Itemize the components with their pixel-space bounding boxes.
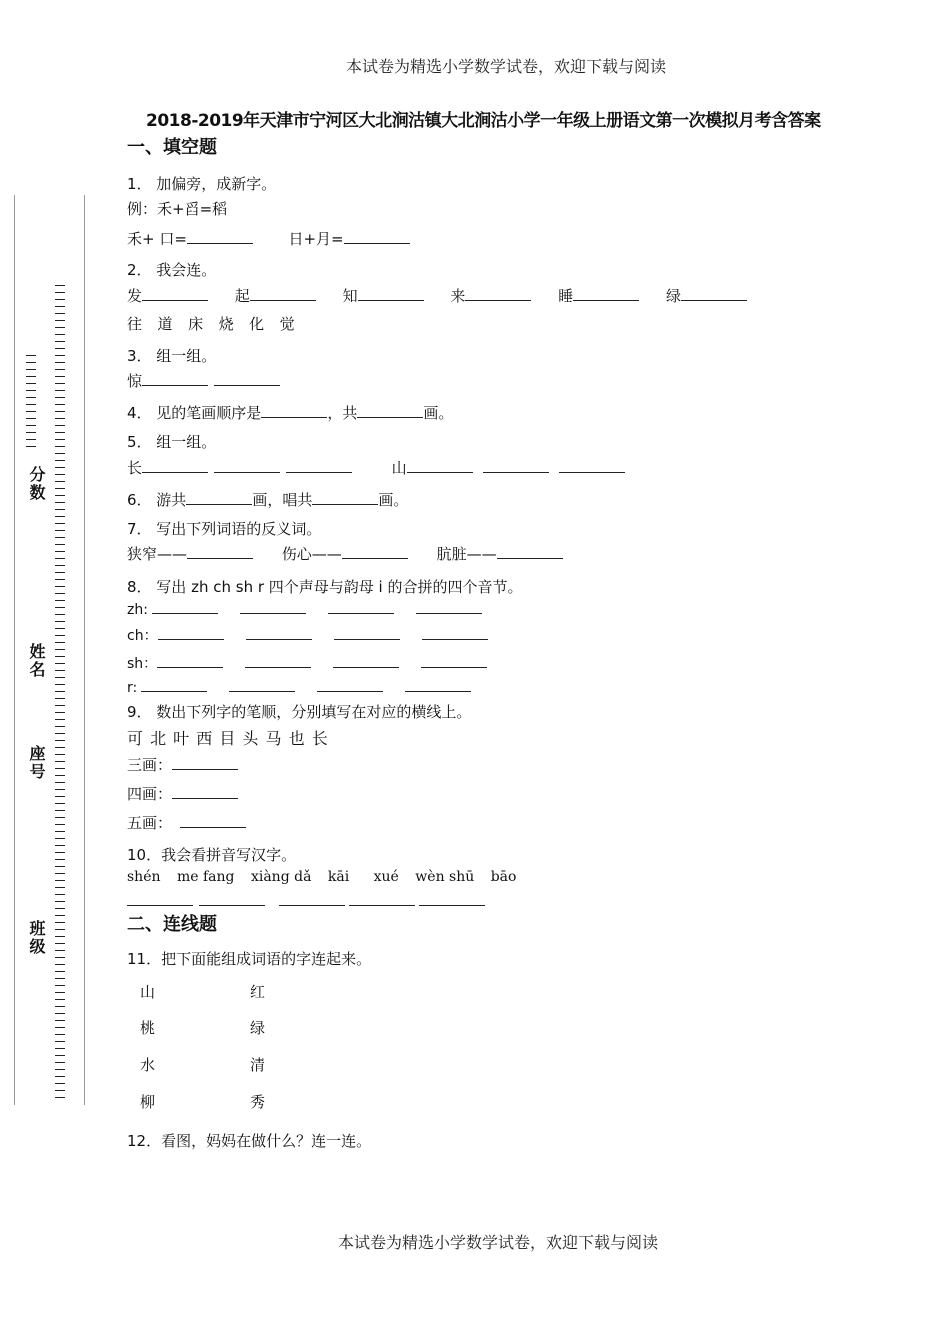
binding-dash: [55, 1020, 65, 1021]
answer-blank[interactable]: [142, 371, 208, 386]
binding-dash: [55, 803, 65, 804]
question-7-answers: [127, 543, 563, 564]
question-5-answers: [127, 457, 625, 478]
question-9-three-strokes: [127, 754, 238, 775]
q7-text-b: 伤心——: [281, 545, 342, 563]
question-1-answers: [127, 228, 410, 249]
answer-blank[interactable]: [559, 458, 625, 473]
binding-dash: [55, 537, 65, 538]
q9-label: 三画：: [127, 756, 173, 774]
binding-dash: [55, 845, 65, 846]
q5-char-b: 山: [391, 459, 407, 477]
binding-dash: [55, 292, 65, 293]
binding-dash: [55, 761, 65, 762]
answer-blank[interactable]: [172, 784, 238, 799]
binding-dash: [55, 964, 65, 965]
binding-dash: [55, 642, 65, 643]
binding-dash: [55, 418, 65, 419]
question-8-prompt: 8． 写出 zh ch sh r 四个声母与韵母 i 的合拼的四个音节。: [127, 578, 523, 596]
binding-dash: [55, 299, 65, 300]
class-label: 班级: [27, 920, 46, 956]
binding-dash: [55, 586, 65, 587]
binding-dash: [55, 908, 65, 909]
binding-dash: [55, 327, 65, 328]
answer-blank[interactable]: [317, 677, 383, 692]
binding-dash: [55, 824, 65, 825]
q2-char: 绿: [665, 287, 681, 305]
dash-column-left: [26, 355, 38, 453]
binding-dash: [55, 593, 65, 594]
question-2-chars: [127, 285, 747, 306]
answer-blank[interactable]: [573, 286, 639, 301]
q6-text-a: 6． 游共: [127, 491, 187, 509]
binding-dash: [55, 978, 65, 979]
question-8-row-ch: [127, 625, 488, 645]
pinyin: me fang: [176, 869, 235, 885]
binding-dash: [55, 502, 65, 503]
q11-right-char[interactable]: 绿: [250, 1019, 266, 1037]
q7-text-a: 狭窄——: [127, 545, 188, 563]
q1-part-a: 禾+ 口=: [127, 230, 187, 248]
answer-blank[interactable]: [127, 891, 193, 906]
binding-dash: [55, 579, 65, 580]
answer-blank[interactable]: [186, 490, 252, 505]
binding-dash: [55, 432, 65, 433]
binding-dash: [55, 649, 65, 650]
binding-dash: [55, 635, 65, 636]
q8-row-label: sh：: [127, 656, 158, 672]
question-9-prompt: 9． 数出下列字的笔顺，分别填写在对应的横线上。: [127, 703, 472, 721]
binding-dash: [55, 768, 65, 769]
q2-char: 知: [342, 287, 358, 305]
binding-dash: [55, 873, 65, 874]
binding-dash: [55, 1034, 65, 1035]
q9-label: 四画：: [127, 785, 173, 803]
binding-dash: [55, 1076, 65, 1077]
answer-blank[interactable]: [279, 891, 345, 906]
binding-rule-outer: [14, 195, 15, 1105]
binding-dash: [55, 306, 65, 307]
answer-blank[interactable]: [342, 544, 408, 559]
binding-dash: [55, 495, 65, 496]
q11-right-char[interactable]: 清: [250, 1056, 266, 1074]
binding-dash: [55, 1006, 65, 1007]
binding-dash: [55, 355, 65, 356]
binding-dash: [55, 411, 65, 412]
answer-blank[interactable]: [261, 403, 327, 418]
q11-left-char[interactable]: 山: [140, 983, 156, 1001]
binding-dash: [55, 1048, 65, 1049]
binding-dash: [55, 460, 65, 461]
binding-dash: [55, 691, 65, 692]
answer-blank[interactable]: [681, 286, 747, 301]
answer-blank[interactable]: [465, 286, 531, 301]
binding-dash: [55, 971, 65, 972]
binding-dash: [55, 831, 65, 832]
q1-part-b: 日+月=: [288, 230, 344, 248]
binding-dash: [55, 334, 65, 335]
binding-dash: [26, 397, 36, 398]
binding-dash: [55, 852, 65, 853]
page-footer: 本试卷为精选小学数学试卷，欢迎下载与阅读: [338, 1233, 659, 1252]
answer-blank[interactable]: [312, 490, 378, 505]
page-title: 2018-2019年天津市宁河区大北涧沽镇大北涧沽小学一年级上册语文第一次模拟月考含答案: [146, 111, 821, 131]
q7-text-c: 肮脏——: [436, 545, 497, 563]
binding-dash: [55, 1041, 65, 1042]
binding-dash: [55, 789, 65, 790]
binding-dash: [55, 516, 65, 517]
q4-text-a: 4． 见的笔画顺序是: [127, 404, 262, 422]
binding-dash: [55, 383, 65, 384]
q11-left-char[interactable]: 水: [140, 1056, 156, 1074]
binding-dash: [55, 887, 65, 888]
answer-blank[interactable]: [246, 625, 312, 640]
binding-dash: [55, 488, 65, 489]
q2-char: 睡: [558, 287, 574, 305]
answer-blank[interactable]: [497, 544, 563, 559]
question-3-answers: [127, 370, 280, 391]
question-9-five-strokes: [127, 812, 246, 833]
binding-dash: [55, 733, 65, 734]
binding-dash: [55, 670, 65, 671]
answer-blank[interactable]: [142, 286, 208, 301]
q8-row-label: r:: [127, 680, 138, 696]
question-12-prompt: 12．看图，妈妈在做什么？连一连。: [127, 1132, 372, 1150]
question-8-row-r: [127, 677, 471, 696]
q11-right-char[interactable]: 秀: [250, 1093, 266, 1111]
binding-dash: [55, 523, 65, 524]
binding-dash: [55, 677, 65, 678]
answer-blank[interactable]: [141, 677, 207, 692]
binding-dash: [55, 1090, 65, 1091]
q8-row-label: ch：: [127, 628, 158, 644]
binding-dash: [55, 999, 65, 1000]
answer-blank[interactable]: [199, 891, 265, 906]
binding-dash: [55, 810, 65, 811]
pinyin: xué: [373, 869, 399, 885]
binding-dash: [55, 348, 65, 349]
answer-blank[interactable]: [344, 229, 410, 244]
answer-blank[interactable]: [407, 458, 473, 473]
question-10-pinyin: [127, 869, 516, 885]
q2-char: 起: [234, 287, 250, 305]
answer-blank[interactable]: [334, 625, 400, 640]
binding-dash: [55, 313, 65, 314]
binding-dash: [26, 369, 36, 370]
answer-blank[interactable]: [187, 229, 253, 244]
binding-dash: [55, 782, 65, 783]
binding-dash: [55, 992, 65, 993]
question-7-prompt: 7． 写出下列词语的反义词。: [127, 520, 322, 538]
answer-blank[interactable]: [157, 653, 223, 668]
answer-blank[interactable]: [328, 599, 394, 614]
binding-dash: [55, 397, 65, 398]
binding-dash: [55, 544, 65, 545]
binding-dash: [55, 572, 65, 573]
binding-dash: [55, 530, 65, 531]
question-5-prompt: 5． 组一组。: [127, 433, 217, 451]
binding-dash: [55, 558, 65, 559]
binding-dash: [55, 1013, 65, 1014]
pinyin: wèn shū: [415, 869, 475, 885]
pinyin: shén: [127, 869, 161, 885]
answer-blank[interactable]: [250, 286, 316, 301]
answer-blank[interactable]: [187, 544, 253, 559]
binding-dash: [26, 355, 36, 356]
question-10-prompt: 10．我会看拼音写汉字。: [127, 846, 297, 864]
q2-char: 来: [450, 287, 466, 305]
seat-label: 座号: [27, 745, 46, 781]
answer-blank[interactable]: [152, 599, 218, 614]
answer-blank[interactable]: [240, 599, 306, 614]
binding-dash: [26, 439, 36, 440]
binding-dash: [55, 719, 65, 720]
binding-dash: [26, 446, 36, 447]
answer-blank[interactable]: [142, 458, 208, 473]
question-4: [127, 402, 453, 423]
binding-dash: [26, 383, 36, 384]
q3-char: 惊: [127, 372, 143, 390]
question-9-four-strokes: [127, 783, 238, 804]
binding-dash: [55, 453, 65, 454]
binding-dash: [55, 817, 65, 818]
q6-text-c: 画。: [378, 491, 409, 509]
binding-dash: [55, 922, 65, 923]
answer-blank[interactable]: [333, 653, 399, 668]
binding-dash: [26, 418, 36, 419]
binding-dash: [55, 943, 65, 944]
binding-dash: [55, 656, 65, 657]
binding-dash: [55, 859, 65, 860]
answer-blank[interactable]: [180, 813, 246, 828]
binding-dash: [55, 474, 65, 475]
answer-blank[interactable]: [158, 625, 224, 640]
binding-dash: [55, 901, 65, 902]
binding-dash: [55, 726, 65, 727]
page-header: 本试卷为精选小学数学试卷，欢迎下载与阅读: [346, 57, 667, 76]
pinyin: kāi: [327, 869, 350, 885]
binding-dash: [55, 1055, 65, 1056]
question-8-row-sh: [127, 653, 487, 673]
question-11-prompt: 11．把下面能组成词语的字连起来。: [127, 950, 372, 968]
binding-dash: [55, 425, 65, 426]
binding-dash: [55, 915, 65, 916]
answer-blank[interactable]: [421, 653, 487, 668]
binding-dash: [55, 446, 65, 447]
binding-dash: [55, 551, 65, 552]
binding-dash: [55, 775, 65, 776]
binding-dash: [55, 404, 65, 405]
answer-blank[interactable]: [358, 286, 424, 301]
binding-dash: [26, 362, 36, 363]
q11-left-char[interactable]: 桃: [140, 1019, 156, 1037]
binding-dash: [55, 600, 65, 601]
binding-dash: [55, 439, 65, 440]
binding-rule-inner: [84, 195, 85, 1105]
binding-dash: [26, 376, 36, 377]
question-6: [127, 489, 408, 510]
binding-dash: [55, 663, 65, 664]
binding-dash: [55, 698, 65, 699]
binding-dash: [55, 880, 65, 881]
binding-dash: [26, 432, 36, 433]
answer-blank[interactable]: [214, 458, 280, 473]
binding-dash: [55, 285, 65, 286]
binding-dash: [55, 796, 65, 797]
pinyin: xiàng dǎ: [250, 869, 312, 885]
binding-dash: [55, 957, 65, 958]
question-10-blanks: [127, 891, 485, 910]
binding-dash: [55, 376, 65, 377]
score-label: 分数: [27, 466, 46, 502]
answer-blank[interactable]: [245, 653, 311, 668]
binding-dash: [55, 467, 65, 468]
answer-blank[interactable]: [214, 371, 280, 386]
binding-dash: [55, 362, 65, 363]
binding-dash: [55, 684, 65, 685]
binding-dash: [55, 1069, 65, 1070]
question-8-row-zh: [127, 599, 482, 618]
binding-dash: [55, 614, 65, 615]
q8-row-label: zh:: [127, 602, 148, 618]
answer-blank[interactable]: [357, 403, 423, 418]
binding-dash: [55, 369, 65, 370]
answer-blank[interactable]: [349, 891, 415, 906]
question-1-prompt: 1． 加偏旁，成新字。: [127, 175, 277, 193]
q6-text-b: 画，唱共: [252, 491, 313, 509]
binding-dash: [55, 985, 65, 986]
answer-blank[interactable]: [422, 625, 488, 640]
q4-text-c: 画。: [423, 404, 454, 422]
binding-dash: [55, 705, 65, 706]
binding-dash: [55, 607, 65, 608]
binding-dash: [55, 341, 65, 342]
binding-dash: [55, 894, 65, 895]
binding-dash: [55, 950, 65, 951]
binding-dash: [55, 754, 65, 755]
q5-char-a: 长: [127, 459, 143, 477]
binding-dash: [55, 481, 65, 482]
answer-blank[interactable]: [483, 458, 549, 473]
q9-label: 五画：: [127, 814, 173, 832]
section-heading-fill-blank: 一、填空题: [127, 137, 217, 158]
binding-dash: [55, 565, 65, 566]
answer-blank[interactable]: [419, 891, 485, 906]
binding-dash: [55, 747, 65, 748]
answer-blank[interactable]: [416, 599, 482, 614]
binding-dash: [26, 425, 36, 426]
binding-dash: [55, 838, 65, 839]
q11-left-char[interactable]: 柳: [140, 1093, 156, 1111]
question-2-words: 往 道 床 烧 化 觉: [127, 315, 297, 333]
question-1-example: 例：禾+舀=稻: [127, 200, 228, 218]
binding-dash: [55, 390, 65, 391]
answer-blank[interactable]: [286, 458, 352, 473]
binding-dash: [55, 740, 65, 741]
q11-right-char[interactable]: 红: [250, 983, 266, 1001]
binding-dash: [55, 1097, 65, 1098]
binding-dash: [55, 712, 65, 713]
binding-dash: [55, 509, 65, 510]
binding-dash: [26, 411, 36, 412]
answer-blank[interactable]: [405, 677, 471, 692]
binding-dash: [55, 628, 65, 629]
binding-dash: [26, 404, 36, 405]
binding-dash: [55, 936, 65, 937]
section-heading-matching: 二、连线题: [127, 914, 217, 935]
question-2-prompt: 2． 我会连。: [127, 261, 217, 279]
binding-dash: [26, 390, 36, 391]
name-label: 姓名: [27, 643, 46, 679]
q2-char: 发: [127, 287, 143, 305]
answer-blank[interactable]: [229, 677, 295, 692]
dash-column-right: [55, 285, 67, 1104]
binding-dash: [55, 320, 65, 321]
question-9-chars: 可 北 叶 西 目 头 马 也 长: [127, 729, 329, 748]
answer-blank[interactable]: [172, 755, 238, 770]
binding-dash: [55, 1083, 65, 1084]
binding-dash: [55, 1062, 65, 1063]
binding-dash: [55, 929, 65, 930]
question-3-prompt: 3． 组一组。: [127, 347, 217, 365]
binding-dash: [55, 1027, 65, 1028]
pinyin: bāo: [490, 869, 517, 885]
binding-dash: [55, 866, 65, 867]
q4-text-b: ，共: [327, 404, 358, 422]
binding-dash: [55, 621, 65, 622]
